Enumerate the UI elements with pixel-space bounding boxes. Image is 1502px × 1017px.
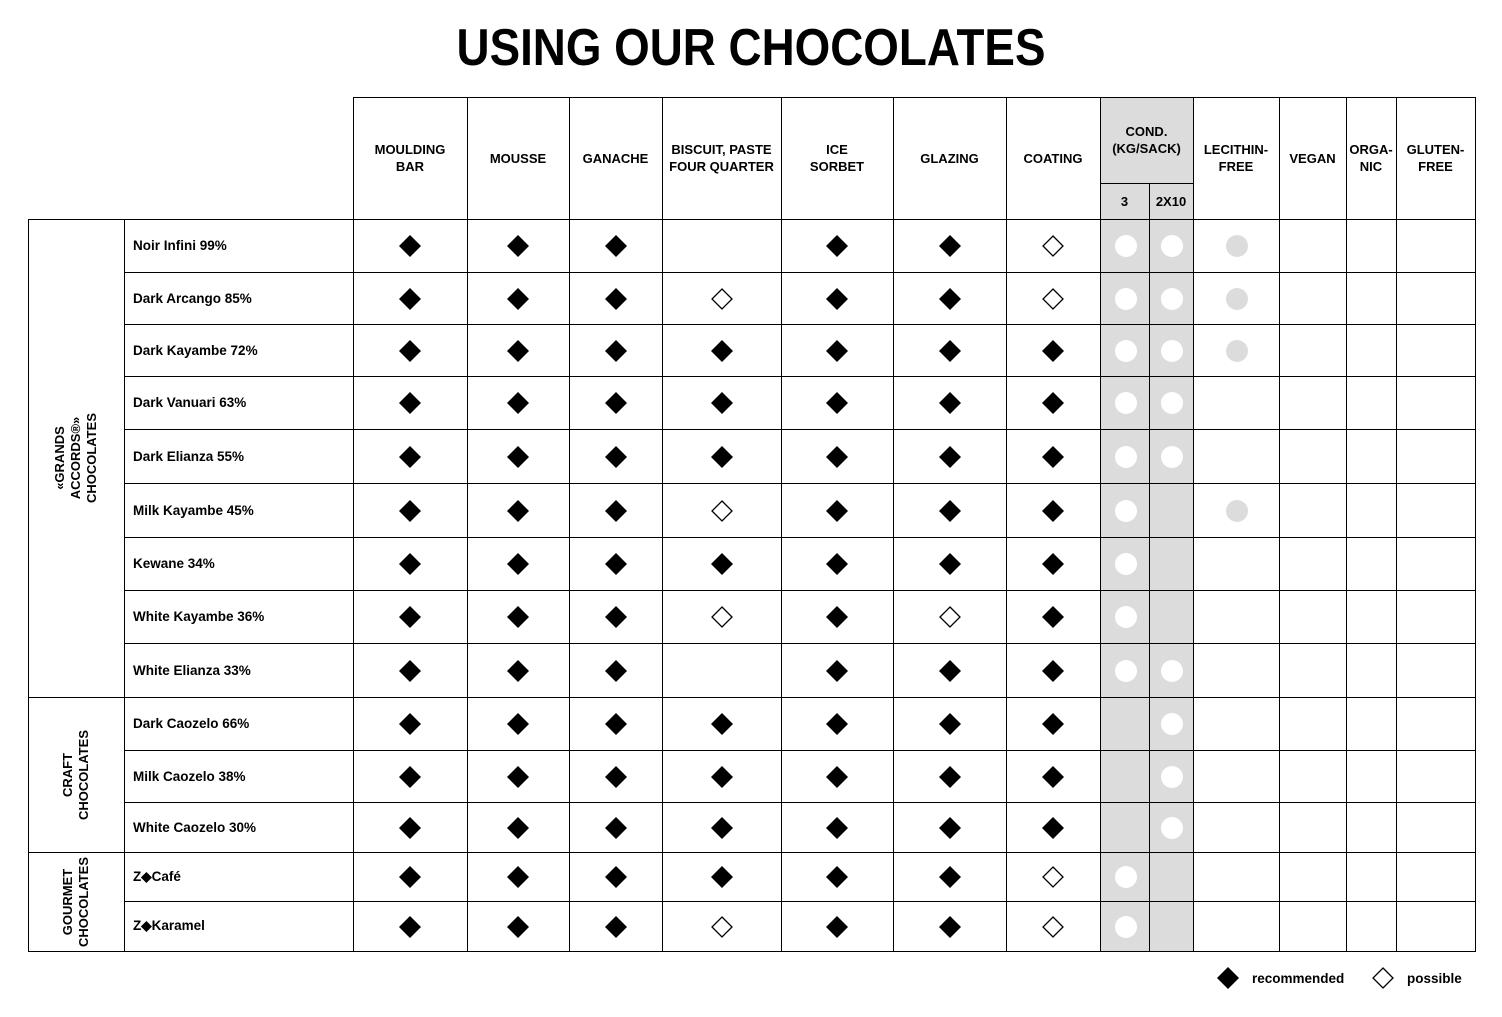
outline-diamond-icon	[1041, 287, 1065, 311]
legend-possible-label: possible	[1407, 970, 1462, 986]
column-header-moulding: MOULDING BAR	[374, 142, 446, 174]
filled-diamond-icon	[398, 765, 422, 789]
filled-diamond-icon	[825, 552, 849, 576]
filled-diamond-icon	[604, 339, 628, 363]
filled-diamond-icon	[398, 552, 422, 576]
filled-diamond-icon	[506, 659, 530, 683]
row-label: Milk Caozelo 38%	[133, 768, 246, 784]
circle-icon	[1226, 235, 1248, 257]
group-label-text: «GRANDS ACCORDS®» CHOCOLATES	[52, 412, 99, 504]
filled-diamond-icon	[710, 765, 734, 789]
filled-diamond-icon	[398, 659, 422, 683]
filled-diamond-icon	[938, 765, 962, 789]
circle-icon	[1115, 288, 1137, 310]
filled-diamond-icon	[938, 659, 962, 683]
filled-diamond-icon	[604, 287, 628, 311]
filled-diamond-icon	[938, 915, 962, 939]
circle-icon	[1115, 446, 1137, 468]
filled-diamond-icon	[825, 499, 849, 523]
filled-diamond-icon	[710, 339, 734, 363]
filled-diamond-icon	[1041, 659, 1065, 683]
column-line	[467, 97, 468, 952]
circle-icon	[1226, 500, 1248, 522]
row-label: White Kayambe 36%	[133, 609, 265, 624]
filled-diamond-icon	[938, 391, 962, 415]
legend-recommended-label: recommended	[1252, 970, 1345, 986]
filled-diamond-icon	[398, 391, 422, 415]
column-header-glazing: GLAZING	[920, 150, 979, 166]
circle-icon	[1115, 340, 1137, 362]
filled-diamond-icon	[1041, 816, 1065, 840]
circle-icon	[1115, 235, 1137, 257]
circle-icon	[1115, 500, 1137, 522]
group-label-text: GOURMET CHOCOLATES	[59, 856, 91, 947]
circle-icon	[1115, 916, 1137, 938]
legend-recommended	[1216, 966, 1344, 990]
circle-icon	[1115, 392, 1137, 414]
column-line	[1193, 97, 1194, 952]
column-header-ganache: GANACHE	[582, 150, 649, 166]
column-header-coating: COATING	[1023, 150, 1083, 166]
row-label: Noir Infini 99%	[133, 238, 227, 253]
filled-diamond-icon	[1216, 966, 1240, 990]
filled-diamond-icon	[604, 765, 628, 789]
filled-diamond-icon	[398, 816, 422, 840]
filled-diamond-icon	[938, 816, 962, 840]
circle-icon	[1115, 553, 1137, 575]
column-header-ice: ICE SORBET	[809, 142, 865, 174]
filled-diamond-icon	[506, 915, 530, 939]
filled-diamond-icon	[604, 865, 628, 889]
column-line	[893, 97, 894, 952]
group-label	[28, 219, 124, 697]
filled-diamond-icon	[825, 765, 849, 789]
row-label: Milk Kayambe 45%	[133, 502, 254, 518]
row-label: Dark Elianza 55%	[133, 448, 245, 464]
column-header-gluten: GLUTEN- FREE	[1406, 142, 1465, 174]
circle-icon	[1115, 606, 1137, 628]
column-line	[662, 97, 663, 952]
filled-diamond-icon	[938, 712, 962, 736]
filled-diamond-icon	[938, 499, 962, 523]
outline-diamond-icon	[710, 605, 734, 629]
row-label: White Caozelo 30%	[133, 819, 257, 835]
filled-diamond-icon	[825, 287, 849, 311]
filled-diamond-icon	[710, 391, 734, 415]
filled-diamond-icon	[825, 339, 849, 363]
filled-diamond-icon	[398, 865, 422, 889]
filled-diamond-icon	[710, 865, 734, 889]
filled-diamond-icon	[938, 552, 962, 576]
row-label: Z◆Karamel	[133, 918, 205, 933]
outline-diamond-icon	[710, 287, 734, 311]
circle-icon	[1226, 340, 1248, 362]
filled-diamond-icon	[1041, 339, 1065, 363]
filled-diamond-icon	[398, 445, 422, 469]
page-title: USING OUR CHOCOLATES	[456, 19, 1046, 77]
filled-diamond-icon	[825, 816, 849, 840]
circle-icon	[1161, 766, 1183, 788]
column-line	[1475, 97, 1476, 952]
filled-diamond-icon	[604, 659, 628, 683]
filled-diamond-icon	[398, 339, 422, 363]
filled-diamond-icon	[604, 499, 628, 523]
circle-icon	[1161, 817, 1183, 839]
group-label	[28, 697, 124, 852]
filled-diamond-icon	[506, 552, 530, 576]
filled-diamond-icon	[604, 605, 628, 629]
filled-diamond-icon	[710, 445, 734, 469]
row-label: Kewane 34%	[133, 556, 215, 571]
row-label: Dark Caozelo 66%	[133, 716, 250, 731]
column-line	[353, 97, 354, 952]
circle-icon	[1115, 866, 1137, 888]
outline-diamond-icon	[1041, 865, 1065, 889]
filled-diamond-icon	[506, 391, 530, 415]
filled-diamond-icon	[506, 712, 530, 736]
filled-diamond-icon	[1041, 445, 1065, 469]
filled-diamond-icon	[398, 915, 422, 939]
filled-diamond-icon	[506, 816, 530, 840]
column-line	[1279, 97, 1280, 952]
filled-diamond-icon	[506, 339, 530, 363]
column-line	[1100, 97, 1101, 952]
group-label	[28, 852, 124, 951]
filled-diamond-icon	[604, 915, 628, 939]
filled-diamond-icon	[710, 712, 734, 736]
filled-diamond-icon	[506, 865, 530, 889]
circle-icon	[1161, 340, 1183, 362]
outline-diamond-icon	[1371, 966, 1395, 990]
filled-diamond-icon	[398, 499, 422, 523]
filled-diamond-icon	[938, 234, 962, 258]
row-label: Dark Arcango 85%	[133, 290, 252, 306]
filled-diamond-icon	[506, 765, 530, 789]
filled-diamond-icon	[825, 712, 849, 736]
filled-diamond-icon	[1041, 605, 1065, 629]
circle-icon	[1115, 660, 1137, 682]
filled-diamond-icon	[604, 816, 628, 840]
filled-diamond-icon	[398, 712, 422, 736]
outline-diamond-icon	[1041, 234, 1065, 258]
column-line	[1396, 97, 1397, 952]
column-header-lecithin: LECITHIN- FREE	[1203, 142, 1269, 174]
filled-diamond-icon	[938, 445, 962, 469]
row-label: Dark Vanuari 63%	[133, 395, 247, 410]
filled-diamond-icon	[710, 552, 734, 576]
filled-diamond-icon	[506, 605, 530, 629]
filled-diamond-icon	[398, 287, 422, 311]
circle-icon	[1161, 392, 1183, 414]
filled-diamond-icon	[938, 865, 962, 889]
row-label: White Elianza 33%	[133, 662, 251, 678]
filled-diamond-icon	[1041, 552, 1065, 576]
filled-diamond-icon	[604, 712, 628, 736]
column-header-vegan: VEGAN	[1289, 150, 1336, 166]
filled-diamond-icon	[938, 339, 962, 363]
filled-diamond-icon	[825, 659, 849, 683]
circle-icon	[1161, 235, 1183, 257]
filled-diamond-icon	[1041, 765, 1065, 789]
column-header-organic: ORGA- NIC	[1349, 142, 1393, 174]
outline-diamond-icon	[710, 499, 734, 523]
circle-icon	[1226, 288, 1248, 310]
cond-subheader-3: 3	[1120, 193, 1129, 209]
outline-diamond-icon	[710, 915, 734, 939]
filled-diamond-icon	[398, 605, 422, 629]
filled-diamond-icon	[1041, 499, 1065, 523]
cond-subheader-2x10: 2X10	[1155, 193, 1187, 209]
filled-diamond-icon	[825, 391, 849, 415]
circle-icon	[1161, 713, 1183, 735]
filled-diamond-icon	[398, 234, 422, 258]
filled-diamond-icon	[506, 445, 530, 469]
column-header-cond: COND. (KG/SACK)	[1112, 124, 1181, 156]
filled-diamond-icon	[938, 287, 962, 311]
row-line	[28, 951, 1476, 952]
filled-diamond-icon	[825, 865, 849, 889]
column-line	[1346, 97, 1347, 952]
filled-diamond-icon	[710, 816, 734, 840]
filled-diamond-icon	[506, 234, 530, 258]
outline-diamond-icon	[1041, 915, 1065, 939]
filled-diamond-icon	[604, 552, 628, 576]
filled-diamond-icon	[506, 287, 530, 311]
column-header-mousse: MOUSSE	[489, 150, 547, 166]
filled-diamond-icon	[604, 234, 628, 258]
outline-diamond-icon	[938, 605, 962, 629]
group-label-text: CRAFT CHOCOLATES	[59, 729, 91, 820]
filled-diamond-icon	[506, 499, 530, 523]
filled-diamond-icon	[825, 234, 849, 258]
circle-icon	[1161, 446, 1183, 468]
column-header-biscuit: BISCUIT, PASTE FOUR QUARTER	[669, 142, 774, 174]
cond-split-column-line	[1149, 183, 1150, 952]
row-label: Z◆Café	[133, 868, 181, 884]
column-line	[781, 97, 782, 952]
column-line	[1006, 97, 1007, 952]
filled-diamond-icon	[604, 445, 628, 469]
filled-diamond-icon	[825, 605, 849, 629]
filled-diamond-icon	[1041, 391, 1065, 415]
filled-diamond-icon	[1041, 712, 1065, 736]
filled-diamond-icon	[825, 445, 849, 469]
column-line	[569, 97, 570, 952]
row-label: Dark Kayambe 72%	[133, 342, 258, 358]
circle-icon	[1161, 288, 1183, 310]
circle-icon	[1161, 660, 1183, 682]
filled-diamond-icon	[604, 391, 628, 415]
filled-diamond-icon	[825, 915, 849, 939]
legend-possible	[1371, 966, 1462, 990]
